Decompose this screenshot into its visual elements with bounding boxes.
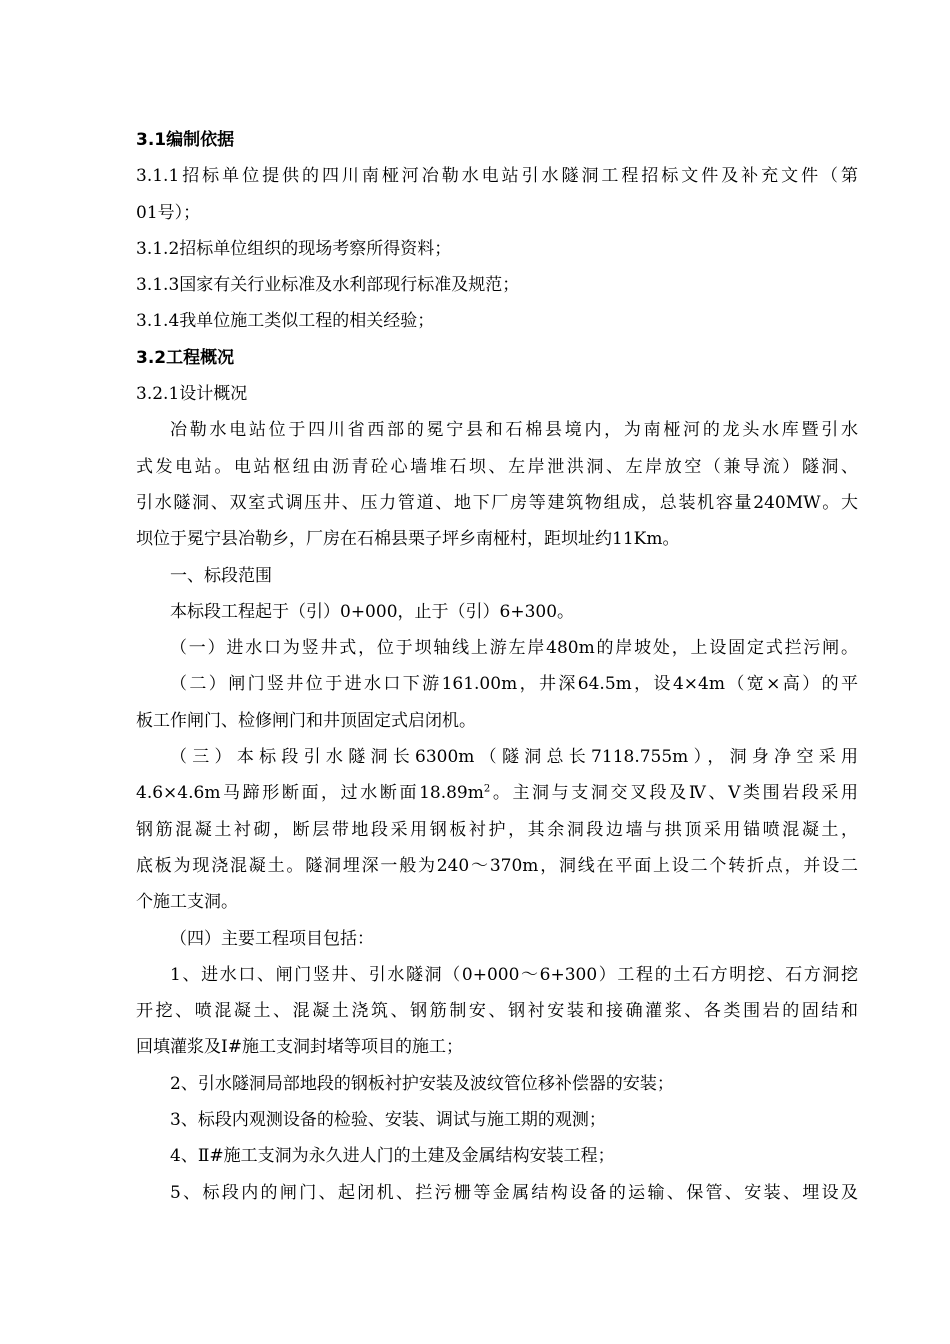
- line-text: 4.6×4.6m马蹄形断面，过水断面18.89m: [136, 783, 484, 804]
- paragraph-line: 坝位于冕宁县冶勒乡，厂房在石棉县栗子坪乡南桠村，距坝址约11Km。: [136, 529, 680, 550]
- paragraph-line: 2、引水隧洞局部地段的钢板衬护安装及波纹管位移补偿器的安装；: [170, 1073, 674, 1094]
- paragraph-line: 式发电站。电站枢纽由沥青砼心墙堆石坝、左岸泄洪洞、左岸放空（兼导流）隧洞、: [136, 456, 858, 477]
- paragraph-line: 钢筋混凝土衬砌，断层带地段采用钢板衬护，其余洞段边墙与拱顶采用锚喷混凝土，: [136, 819, 858, 840]
- paragraph-line: 回填灌浆及Ⅰ#施工支洞封堵等项目的施工；: [136, 1037, 463, 1058]
- paragraph-line: 个施工支洞。: [136, 892, 238, 913]
- document-body: [136, 122, 858, 1211]
- paragraph-line: 本标段工程起于（引）0+000，止于（引）6+300。: [170, 601, 575, 622]
- paragraph-line-with-superscript: [136, 775, 858, 811]
- paragraph-line: 3.1.4我单位施工类似工程的相关经验；: [136, 311, 435, 332]
- subsection-heading: 3.2.1设计概况: [136, 384, 248, 405]
- line-text-after: 。主洞与支洞交叉段及Ⅳ、Ⅴ类围岩段采用: [490, 783, 858, 804]
- paragraph-line: 3、标段内观测设备的检验、安装、调试与施工期的观测；: [170, 1110, 606, 1131]
- paragraph-line: 3.1.2招标单位组织的现场考察所得资料；: [136, 238, 452, 259]
- paragraph-line: 01号）；: [136, 202, 201, 223]
- paragraph-line: 3.1.3国家有关行业标准及水利部现行标准及规范；: [136, 275, 520, 296]
- paragraph-line: 开挖、喷混凝土、混凝土浇筑、钢筋制安、钢衬安装和接确灌浆、各类围岩的固结和: [136, 1001, 858, 1022]
- paragraph-line: 底板为现浇混凝土。隧洞埋深一般为240～370m，洞线在平面上设二个转折点，并设二: [136, 855, 858, 876]
- paragraph-line: 冶勒水电站位于四川省西部的冕宁县和石棉县境内，为南桠河的龙头水库暨引水: [170, 420, 858, 441]
- paragraph-line: （四）主要工程项目包括：: [170, 928, 374, 949]
- paragraph-line: 1、进水口、闸门竖井、引水隧洞（0+000～6+300）工程的土石方明挖、石方洞挖: [170, 964, 858, 985]
- paragraph-line: 板工作闸门、检修闸门和井顶固定式启闭机。: [136, 710, 476, 731]
- paragraph-line: （二）闸门竖井位于进水口下游161.00m，井深64.5m，设4×4m（宽×高）的平: [170, 674, 858, 695]
- paragraph-line: 5、标段内的闸门、起闭机、拦污栅等金属结构设备的运输、保管、安装、埋设及: [170, 1182, 858, 1203]
- paragraph-line: 引水隧洞、双室式调压井、压力管道、地下厂房等建筑物组成，总装机容量240MW。大: [136, 492, 858, 513]
- paragraph-line: 3.1.1招标单位提供的四川南桠河冶勒水电站引水隧洞工程招标文件及补充文件（第: [136, 166, 858, 187]
- paragraph-line: 一、标段范围: [170, 565, 272, 586]
- paragraph-line: （三）本标段引水隧洞长6300m（隧洞总长7118.755m），洞身净空采用: [170, 747, 858, 768]
- paragraph-line: 4、Ⅱ#施工支洞为永久进人门的土建及金属结构安装工程；: [170, 1146, 615, 1167]
- section-heading-3-2: 3.2工程概况: [136, 347, 235, 368]
- paragraph-line: （一）进水口为竖井式，位于坝轴线上游左岸480m的岸坡处，上设固定式拦污闸。: [170, 638, 858, 659]
- section-heading-3-1: 3.1编制依据: [136, 130, 235, 150]
- superscript-unit: 2: [483, 783, 491, 795]
